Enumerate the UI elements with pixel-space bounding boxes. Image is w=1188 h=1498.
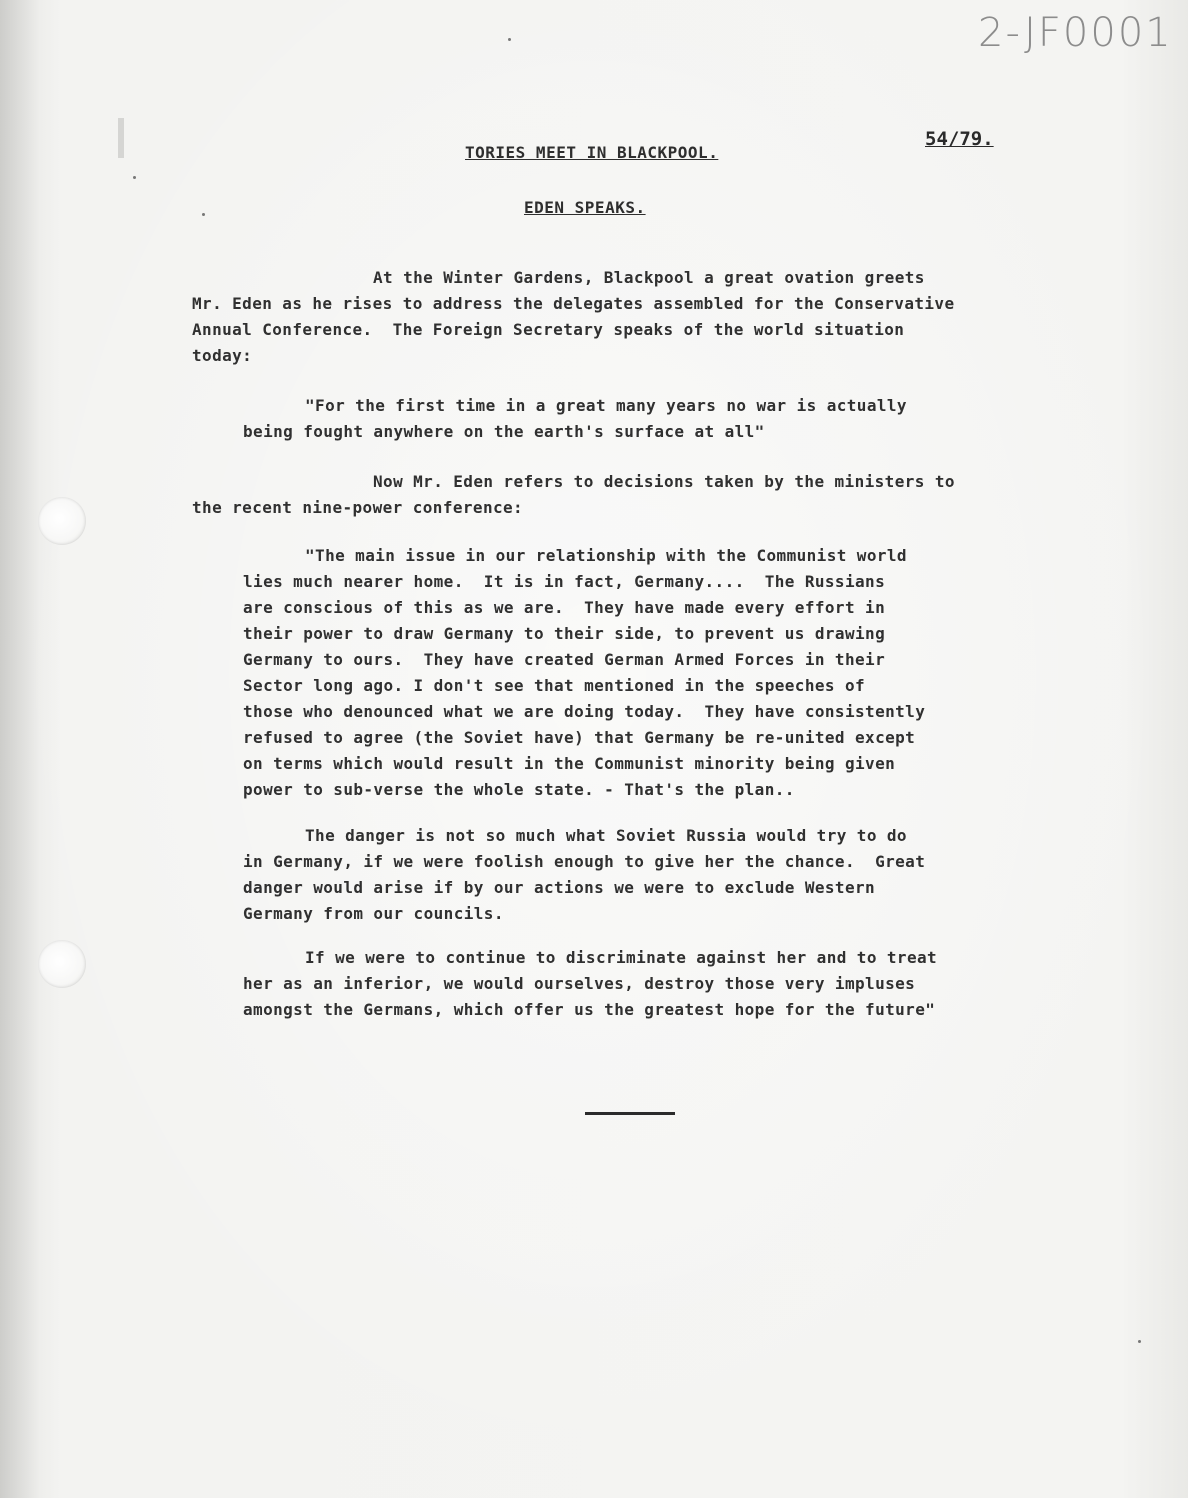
quote-line: If we were to continue to discriminate against her and to treat xyxy=(305,948,938,967)
quote-line: Germany to ours. They have created German Armed Forces in their xyxy=(243,650,886,669)
quote-line: amongst the Germans, which offer us the greatest hope for the future" xyxy=(243,1000,936,1019)
punch-hole-top xyxy=(38,497,86,545)
paragraph-line: the recent nine-power conference: xyxy=(192,498,524,517)
document-subtitle: EDEN SPEAKS. xyxy=(524,198,646,217)
quote-line: on terms which would result in the Communist minority being given xyxy=(243,754,896,773)
quote-line: are conscious of this as we are. They have made every effort in xyxy=(243,598,886,617)
quote-line: her as an inferior, we would ourselves, destroy those very impluses xyxy=(243,974,916,993)
quote-line: refused to agree (the Soviet have) that Germany be re-united except xyxy=(243,728,916,747)
quote-line: "The main issue in our relationship with the Communist world xyxy=(305,546,907,565)
scan-speck xyxy=(133,176,136,179)
quote-line: danger would arise if by our actions we were to exclude Western xyxy=(243,878,876,897)
scan-speck xyxy=(1138,1340,1141,1343)
paragraph-line: At the Winter Gardens, Blackpool a great ovation greets xyxy=(373,268,925,287)
paragraph-line: Now Mr. Eden refers to decisions taken by the ministers to xyxy=(373,472,955,491)
document-title: TORIES MEET IN BLACKPOOL. xyxy=(465,143,719,162)
quote-line: lies much nearer home. It is in fact, Germany.... The Russians xyxy=(243,572,886,591)
quote-line: being fought anywhere on the earth's surface at all" xyxy=(243,422,765,441)
quote-line: in Germany, if we were foolish enough to give her the chance. Great xyxy=(243,852,926,871)
punch-hole-bottom xyxy=(38,940,86,988)
scan-speck xyxy=(508,38,511,41)
paragraph-line: Mr. Eden as he rises to address the delegates assembled for the Conservative xyxy=(192,294,955,313)
paragraph-line: Annual Conference. The Foreign Secretary speaks of the world situation xyxy=(192,320,905,339)
reference-number: 54/79. xyxy=(925,128,994,150)
quote-line: their power to draw Germany to their side, to prevent us drawing xyxy=(243,624,886,643)
scan-edge-shadow xyxy=(0,0,40,1498)
closing-rule xyxy=(585,1112,675,1115)
quote-line: Germany from our councils. xyxy=(243,904,504,923)
scan-speck xyxy=(202,213,205,216)
paragraph-line: today: xyxy=(192,346,253,365)
quote-line: The danger is not so much what Soviet Russia would try to do xyxy=(305,826,907,845)
archive-code: 2-JF0001 xyxy=(978,10,1173,56)
quote-line: those who denounced what we are doing today. They have consistently xyxy=(243,702,926,721)
scan-fold-mark xyxy=(118,118,124,158)
quote-line: "For the first time in a great many years no war is actually xyxy=(305,396,907,415)
quote-line: power to sub-verse the whole state. - That's the plan.. xyxy=(243,780,795,799)
quote-line: Sector long ago. I don't see that mentioned in the speeches of xyxy=(243,676,866,695)
